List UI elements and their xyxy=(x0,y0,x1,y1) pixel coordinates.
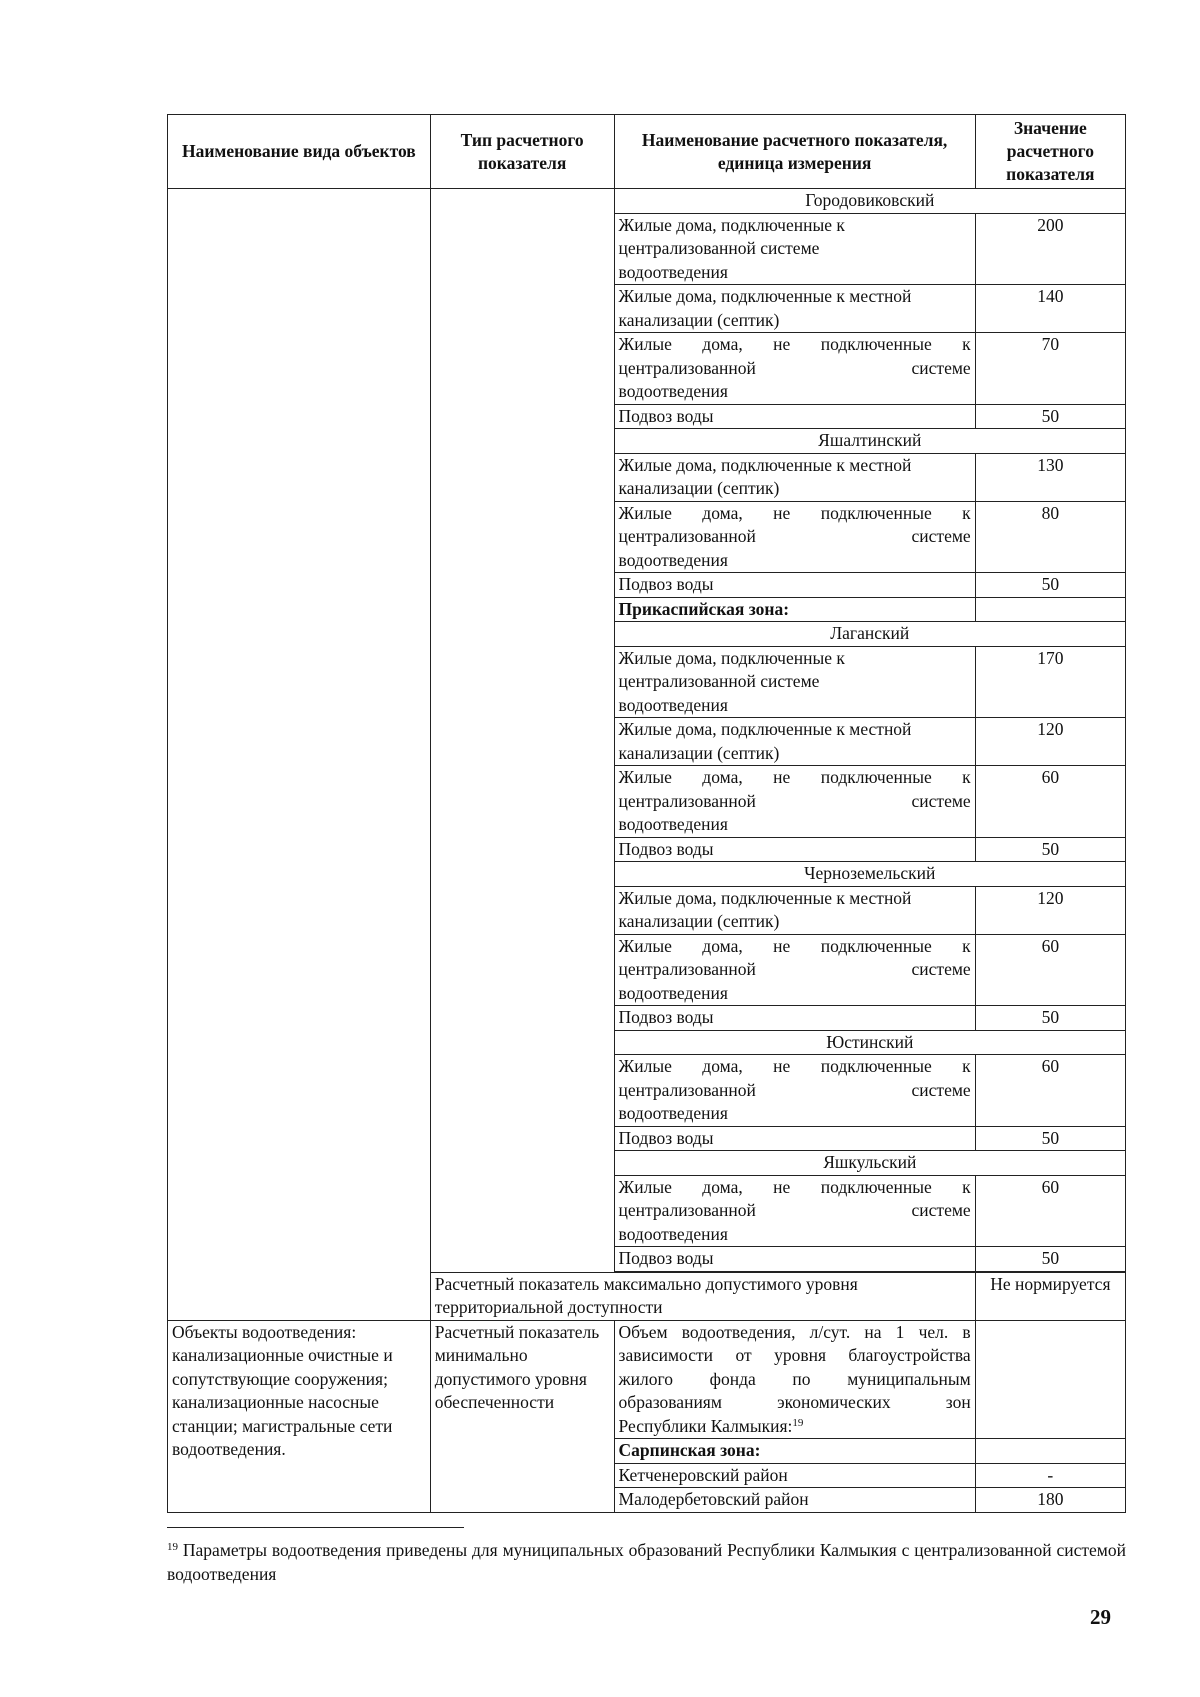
norms-table xyxy=(167,114,1126,1513)
indicator-value: 200 xyxy=(975,213,1125,285)
indicator-value: 50 xyxy=(975,1126,1125,1151)
indicator-value: 50 xyxy=(975,837,1125,862)
indicator-name: Жилые дома, не подключенные к централизованной системе водоотведения xyxy=(614,766,975,838)
district-yashaltinsky: Яшалтинский xyxy=(614,429,1125,454)
district-maloderbetovsky: Малодербетовский район xyxy=(614,1488,975,1513)
district-gorodovikovsky: Городовиковский xyxy=(614,189,1125,214)
indicator-value: 50 xyxy=(975,573,1125,598)
indicator-name: Жилые дома, подключенные к местной канализации (септик) xyxy=(614,453,975,501)
indicator-value: - xyxy=(975,1463,1125,1488)
indicator-name: Жилые дома, подключенные к местной канализации (септик) xyxy=(614,285,975,333)
indicator-name: Подвоз воды xyxy=(614,1126,975,1151)
zone-sarpinskaya: Сарпинская зона: xyxy=(614,1439,975,1464)
territorial-access-label: Расчетный показатель максимально допустимого уровня территориальной доступности xyxy=(430,1272,975,1320)
indicator-value: 60 xyxy=(975,766,1125,838)
indicator-value: 60 xyxy=(975,934,1125,1006)
indicator-name: Жилые дома, не подключенные к централизованной системе водоотведения xyxy=(614,501,975,573)
indicator-name: Подвоз воды xyxy=(614,1247,975,1272)
indicator-name: Жилые дома, подключенные к централизованной системе водоотведения xyxy=(614,213,975,285)
footnote xyxy=(167,1538,1126,1586)
indicator-value: 170 xyxy=(975,646,1125,718)
header-object-type: Наименование вида объектов xyxy=(168,115,431,189)
indicator-name: Подвоз воды xyxy=(614,573,975,598)
indicator-value: 70 xyxy=(975,333,1125,405)
indicator-type-min-level: Расчетный показатель минимально допустимого уровня обеспеченности xyxy=(430,1320,614,1512)
indicator-name: Жилые дома, не подключенные к централизованной системе водоотведения xyxy=(614,333,975,405)
footnote-mark: 19 xyxy=(167,1541,178,1553)
indicator-value: 50 xyxy=(975,404,1125,429)
indicator-name: Жилые дома, подключенные к централизованной системе водоотведения xyxy=(614,646,975,718)
indicator-value-empty xyxy=(975,597,1125,622)
indicator-name: Подвоз воды xyxy=(614,404,975,429)
indicator-value: 60 xyxy=(975,1055,1125,1127)
indicator-value: 130 xyxy=(975,453,1125,501)
page-number: 29 xyxy=(1090,1605,1111,1629)
indicator-name: Жилые дома, подключенные к местной канализации (септик) xyxy=(614,886,975,934)
table-row xyxy=(168,1320,1126,1439)
object-type-cell-empty xyxy=(168,189,431,1321)
indicator-value: 50 xyxy=(975,1247,1125,1272)
indicator-name: Жилые дома, подключенные к местной канализации (септик) xyxy=(614,718,975,766)
indicator-value: 120 xyxy=(975,718,1125,766)
indicator-name: Жилые дома, не подключенные к централизованной системе водоотведения xyxy=(614,1055,975,1127)
footnote-text: Параметры водоотведения приведены для муниципальных образований Республики Калмыкия с централизованной системой водоотведения xyxy=(167,1540,1126,1584)
indicator-type-cell-empty xyxy=(430,189,614,1273)
footnote-divider xyxy=(167,1527,464,1528)
indicator-value: 50 xyxy=(975,1006,1125,1031)
indicator-name: Подвоз воды xyxy=(614,837,975,862)
indicator-name-volume: Объем водоотведения, л/сут. на 1 чел. в зависимости от уровня благоустройства жилого фонда по муниципальным образованиям экономических зон Республики Калмыкия:$^{19}$ xyxy=(614,1320,975,1439)
zone-prikaspiyskaya: Прикаспийская зона: xyxy=(614,597,975,622)
district-chernozemelsky: Черноземельский xyxy=(614,862,1125,887)
indicator-value-empty xyxy=(975,1439,1125,1464)
indicator-value: 140 xyxy=(975,285,1125,333)
footnote-ref: 19 xyxy=(792,1416,804,1429)
header-indicator-type: Тип расчетного показателя xyxy=(430,115,614,189)
indicator-value: 120 xyxy=(975,886,1125,934)
indicator-name: Жилые дома, не подключенные к централизованной системе водоотведения xyxy=(614,1175,975,1247)
territorial-access-value: Не нормируется xyxy=(975,1272,1125,1320)
indicator-value: 80 xyxy=(975,501,1125,573)
indicator-name: Жилые дома, не подключенные к централизованной системе водоотведения xyxy=(614,934,975,1006)
indicator-value: 60 xyxy=(975,1175,1125,1247)
indicator-value: 180 xyxy=(975,1488,1125,1513)
district-ketchenerovsky: Кетченеровский район xyxy=(614,1463,975,1488)
indicator-value-empty xyxy=(975,1320,1125,1439)
district-yashkulsky: Яшкульский xyxy=(614,1151,1125,1176)
indicator-name: Подвоз воды xyxy=(614,1006,975,1031)
table-header-row xyxy=(168,115,1126,189)
table-row xyxy=(168,189,1126,214)
district-lagansky: Лаганский xyxy=(614,622,1125,647)
district-yustinsky: Юстинский xyxy=(614,1030,1125,1055)
object-type-sewerage: Объекты водоотведения: канализационные очистные и сопутствующие сооружения; канализационные насосные станции; магистральные сети водоотведения. xyxy=(168,1320,431,1512)
header-indicator-value: Значение расчетного показателя xyxy=(975,115,1125,189)
header-indicator-name: Наименование расчетного показателя, единица измерения xyxy=(614,115,975,189)
